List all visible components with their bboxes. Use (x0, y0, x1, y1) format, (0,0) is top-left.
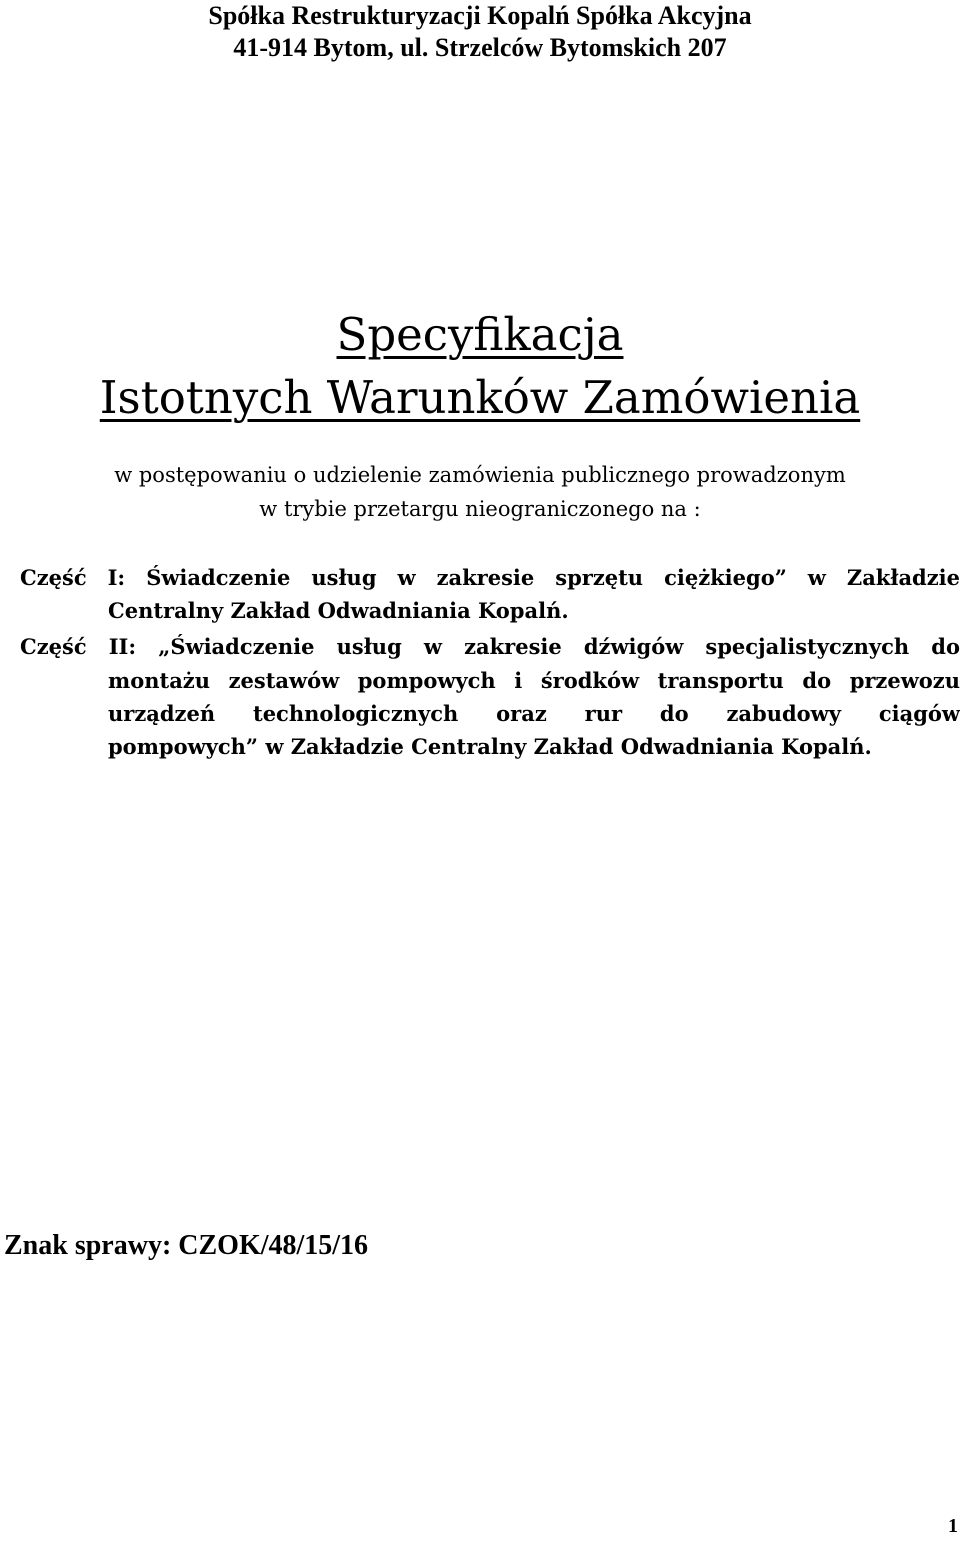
part-2-line-1: Część II: „Świadczenie usług w zakresie dźwigów specjalistycznych do (20, 634, 960, 659)
document-title-text-1: Specyfikacja (336, 308, 624, 361)
part-2-line-3: urządzeń technologicznych oraz rur do zabudowy ciągów (108, 701, 960, 726)
procedure-description-line-1: w postępowaniu o udzielenie zamówienia publicznego prowadzonym (114, 463, 846, 487)
part-1-line-1: Część I: Świadczenie usług w zakresie sprzętu ciężkiego” w Zakładzie (20, 565, 960, 590)
procedure-description-line-2: w trybie przetargu nieograniczonego na : (259, 497, 701, 521)
case-reference-number: Znak sprawy: CZOK/48/15/16 (4, 1230, 369, 1261)
company-address: 41-914 Bytom, ul. Strzelców Bytomskich 207 (233, 33, 727, 62)
page-number: 1 (948, 1515, 958, 1537)
part-2-line-4: pompowych” w Zakładzie Centralny Zakład Odwadniania Kopalń. (108, 734, 872, 759)
part-1-line-2: Centralny Zakład Odwadniania Kopalń. (108, 598, 569, 623)
document-title-text-2: Istotnych Warunków Zamówienia (99, 371, 861, 424)
document-title-line-2 (0, 370, 960, 426)
company-name: Spółka Restrukturyzacji Kopalń Spółka Akcyjna (208, 1, 752, 30)
document-title-line-1 (0, 307, 960, 363)
part-2-line-2: montażu zestawów pompowych i środków transportu do przewozu (108, 668, 960, 693)
